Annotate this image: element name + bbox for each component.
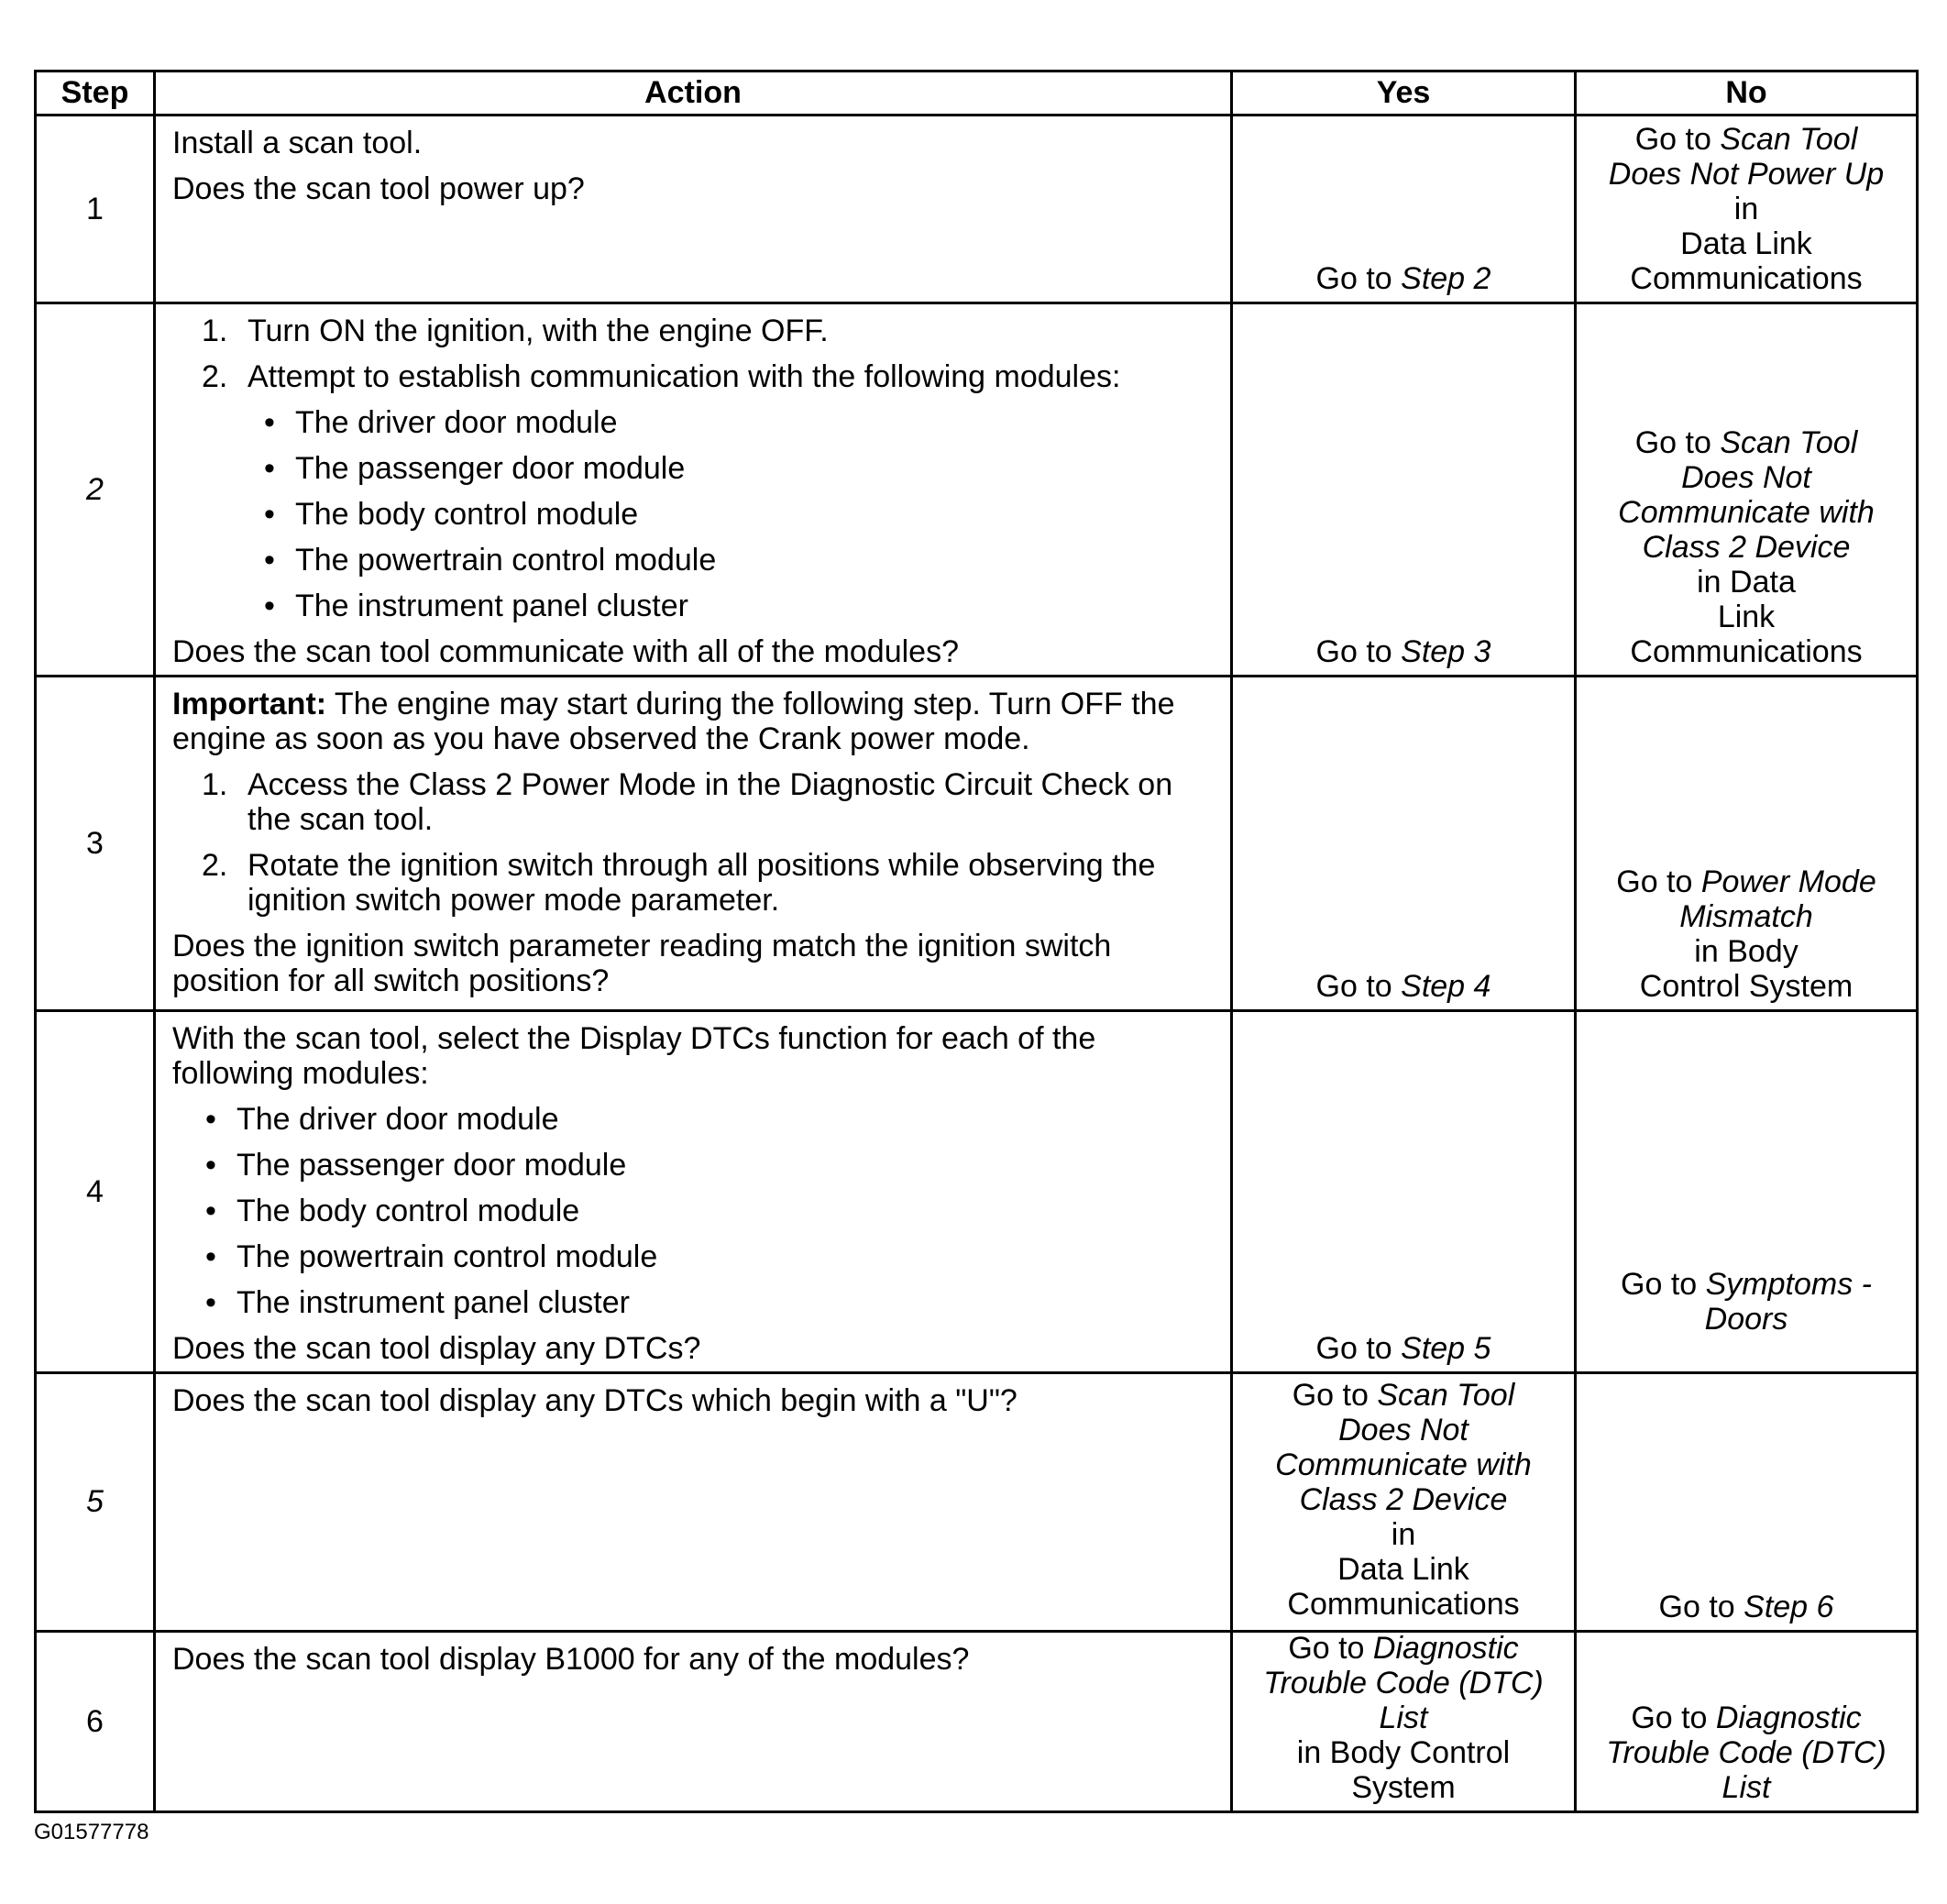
reference-link[interactable]: Diagnostic bbox=[1715, 1700, 1862, 1735]
reference-link[interactable]: Symptoms - bbox=[1705, 1267, 1872, 1302]
bullet-item: • The body control module bbox=[205, 1194, 580, 1228]
no-cell bbox=[1576, 303, 1918, 677]
bullet-item: • The passenger door module bbox=[205, 1148, 627, 1183]
numbered-item: 1. Access the Class 2 Power Mode in the Diagnostic Circuit Check on the scan tool. bbox=[202, 767, 1173, 837]
yes-result: Go to Step 5 bbox=[1315, 1331, 1491, 1366]
action-cell bbox=[155, 1373, 1232, 1632]
bullet-icon: • bbox=[205, 1239, 216, 1274]
numbered-item: 2. Rotate the ignition switch through all positions while observing the ignition switch power mode parameter. bbox=[202, 848, 1156, 918]
bullet-item: • The instrument panel cluster bbox=[264, 589, 688, 623]
yes-cell bbox=[1232, 1632, 1576, 1812]
action-question: Does the scan tool power up? bbox=[172, 171, 585, 206]
reference-link[interactable]: Diagnostic bbox=[1372, 1631, 1519, 1666]
table-row bbox=[36, 1632, 1918, 1812]
bullet-icon: • bbox=[264, 451, 275, 486]
diagnostic-table bbox=[34, 70, 1919, 1813]
yes-cell bbox=[1232, 1011, 1576, 1373]
reference-link[interactable]: Power Mode bbox=[1700, 864, 1876, 899]
no-cell bbox=[1576, 116, 1918, 303]
step-number: 5 bbox=[36, 1373, 155, 1632]
yes-result: Go to Step 3 bbox=[1315, 634, 1491, 669]
action-cell bbox=[155, 116, 1232, 303]
action-cell bbox=[155, 1011, 1232, 1373]
step-number: 3 bbox=[36, 677, 155, 1011]
numbered-item: 1. Turn ON the ignition, with the engine OFF. bbox=[202, 314, 829, 348]
no-result: Go to Power Mode Mismatch in Body Control System bbox=[1616, 864, 1876, 1004]
action-question: Does the scan tool display B1000 for any of the modules? bbox=[172, 1642, 970, 1677]
table-row bbox=[36, 1373, 1918, 1632]
action-question: Does the scan tool communicate with all of the modules? bbox=[172, 634, 960, 669]
no-result: Go to Symptoms - Doors bbox=[1621, 1267, 1872, 1337]
yes-cell bbox=[1232, 677, 1576, 1011]
table-row bbox=[36, 303, 1918, 677]
no-cell bbox=[1576, 1373, 1918, 1632]
bullet-icon: • bbox=[205, 1285, 216, 1320]
table-row bbox=[36, 677, 1918, 1011]
reference-link[interactable]: Scan Tool bbox=[1720, 122, 1858, 157]
no-result: Go to Scan Tool Does Not Communicate with Class 2 Device in Data Link Communications bbox=[1618, 425, 1875, 669]
header-action: Action bbox=[155, 72, 1232, 116]
bullet-item: • The body control module bbox=[264, 497, 639, 532]
yes-result: Go to Step 2 bbox=[1315, 261, 1491, 296]
action-cell bbox=[155, 1632, 1232, 1812]
no-cell bbox=[1576, 1632, 1918, 1812]
no-result: Go to Scan Tool Does Not Power Up in Data Link Communications bbox=[1608, 122, 1885, 296]
important-note: Important: The engine may start during the following step. Turn OFF the engine as soon as you have observed the Crank power mode. bbox=[172, 687, 1175, 756]
action-text: Install a scan tool. bbox=[172, 126, 423, 160]
step-number: 2 bbox=[36, 303, 155, 677]
header-yes: Yes bbox=[1232, 72, 1576, 116]
bullet-icon: • bbox=[205, 1102, 216, 1137]
bullet-item: • The instrument panel cluster bbox=[205, 1285, 630, 1320]
step-link[interactable]: Step 4 bbox=[1401, 969, 1491, 1004]
yes-cell bbox=[1232, 116, 1576, 303]
step-link[interactable]: Step 6 bbox=[1744, 1590, 1834, 1624]
bullet-item: • The driver door module bbox=[264, 405, 618, 440]
header-no: No bbox=[1576, 72, 1918, 116]
yes-cell bbox=[1232, 1373, 1576, 1632]
step-number: 6 bbox=[36, 1632, 155, 1812]
no-cell bbox=[1576, 677, 1918, 1011]
yes-result: Go to Diagnostic Trouble Code (DTC) List in Body Control System bbox=[1263, 1631, 1544, 1805]
step-link[interactable]: Step 3 bbox=[1401, 634, 1491, 669]
no-result: Go to Step 6 bbox=[1658, 1590, 1834, 1624]
bullet-icon: • bbox=[264, 405, 275, 440]
step-number: 4 bbox=[36, 1011, 155, 1373]
step-link[interactable]: Step 5 bbox=[1401, 1331, 1491, 1366]
table-row bbox=[36, 1011, 1918, 1373]
bullet-icon: • bbox=[264, 543, 275, 578]
bullet-item: • The passenger door module bbox=[264, 451, 686, 486]
action-question: Does the ignition switch parameter reading match the ignition switch position for all switch positions? bbox=[172, 929, 1112, 998]
bullet-item: • The powertrain control module bbox=[205, 1239, 658, 1274]
action-question: Does the scan tool display any DTCs? bbox=[172, 1331, 701, 1366]
bullet-item: • The powertrain control module bbox=[264, 543, 717, 578]
yes-cell bbox=[1232, 303, 1576, 677]
table-row bbox=[36, 116, 1918, 303]
reference-link[interactable]: Scan Tool bbox=[1377, 1378, 1515, 1413]
figure-id: G01577778 bbox=[34, 1820, 149, 1844]
step-link[interactable]: Step 2 bbox=[1401, 261, 1491, 296]
reference-link[interactable]: Scan Tool bbox=[1720, 425, 1858, 460]
action-text: With the scan tool, select the Display DTCs function for each of the following modules: bbox=[172, 1021, 1096, 1091]
yes-result: Go to Scan Tool Does Not Communicate with Class 2 Device in Data Link Communications bbox=[1275, 1378, 1532, 1622]
step-number: 1 bbox=[36, 116, 155, 303]
bullet-icon: • bbox=[205, 1194, 216, 1228]
action-question: Does the scan tool display any DTCs which begin with a "U"? bbox=[172, 1383, 1018, 1418]
no-cell bbox=[1576, 1011, 1918, 1373]
numbered-item: 2. Attempt to establish communication with the following modules: bbox=[202, 359, 1121, 394]
header-row bbox=[36, 72, 1918, 116]
bullet-item: • The driver door module bbox=[205, 1102, 559, 1137]
bullet-icon: • bbox=[264, 497, 275, 532]
no-result: Go to Diagnostic Trouble Code (DTC) List bbox=[1606, 1700, 1886, 1805]
bullet-icon: • bbox=[205, 1148, 216, 1183]
yes-result: Go to Step 4 bbox=[1315, 969, 1491, 1004]
action-cell bbox=[155, 303, 1232, 677]
bullet-icon: • bbox=[264, 589, 275, 623]
action-cell bbox=[155, 677, 1232, 1011]
header-step: Step bbox=[36, 72, 155, 116]
